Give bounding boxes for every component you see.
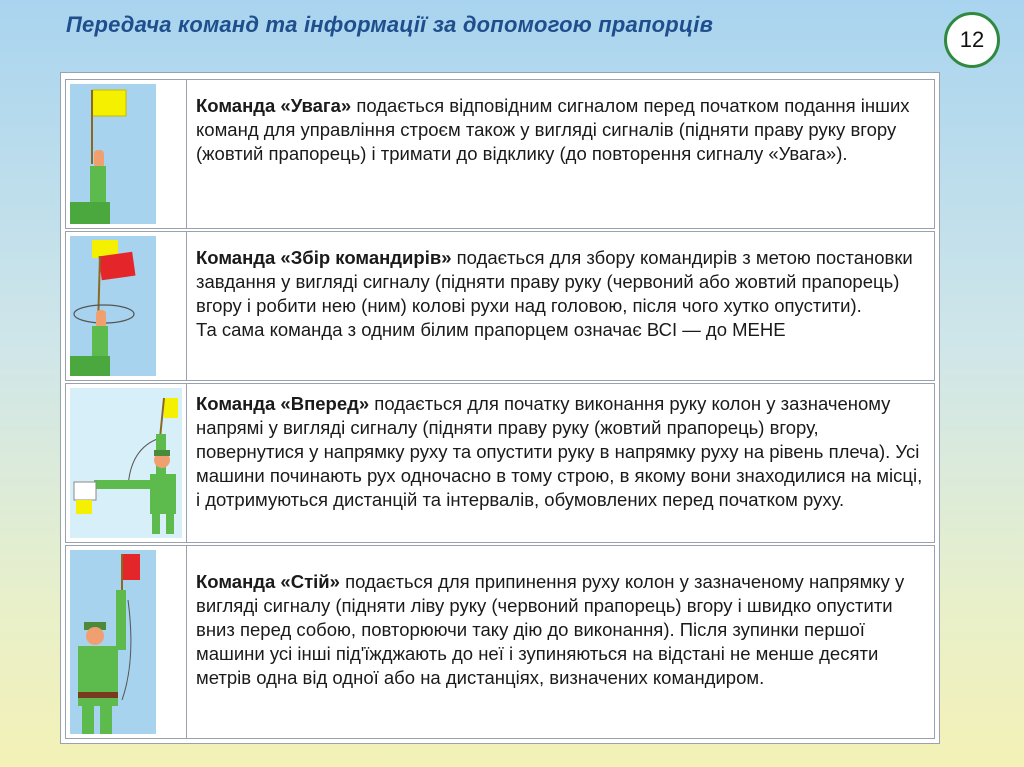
stop-signal-icon [70,550,156,734]
command-text: подається відповідним сигналом перед початком подання інших команд для управління строєм також у вигляді сигналів (підняти праву руку вгору (жовтий прапорець) і тримати до відклику (до повторення сигналу «Увага»). [196,95,910,164]
page-number-badge: 12 [944,12,1000,68]
attention-signal-icon [70,84,156,224]
signal-illustration-commanders [66,232,187,380]
command-name: Команда «Збір командирів» [196,247,452,268]
command-description [196,392,928,512]
table-row [65,231,935,381]
forward-signal-icon [70,388,182,538]
command-text: подається для збору командирів з метою постановки завдання у вигляді сигналу (підняти праву руку (червоний або жовтий прапорець) вгору і робити нею (ним) колові рухи над головою, після чого хутко опустити). [196,247,913,316]
command-extra-note: Та сама команда з одним білим прапорцем означає ВСІ — до МЕНЕ [196,319,786,340]
signal-illustration-forward [66,384,187,542]
signal-illustration-stop [66,546,187,738]
command-text: подається для припинення руху колон у зазначеному напрямку у вигляді сигналу (підняти ліву руку (червоний прапорець) вгору і швидко опустити вниз перед собою, повторюючи таку дію до виконання). Після зупинки першої машини усі інші під'їжджають до неї і зупиняються на відстані не менше десяти метрів одна від одної або на дистанціях, визначених командиром. [196,571,905,688]
table-row [65,79,935,229]
commanders-assembly-signal-icon [70,236,156,376]
commands-table [60,72,940,744]
table-row [65,545,935,739]
command-name: Команда «Увага» [196,95,352,116]
signal-illustration-attention [66,80,187,228]
command-description [196,246,928,342]
command-name: Команда «Вперед» [196,393,370,414]
command-description [196,570,928,690]
command-text: подається для початку виконання руку колон у зазначеному напрямі у вигляді сигналу (підняти праву руку (жовтий прапорець) вгору, повернутися у напрямку руху та опустити руку в напрямку руху на рівень плеча). Усі машини починають рух одночасно в тому строю, в якому вони знаходилися на місці, і дотримуються дистанцій та інтервалів, обумовлених перед початком руху. [196,393,923,510]
slide-title: Передача команд та інформації за допомогою прапорців [66,12,714,37]
table-row [65,383,935,543]
command-name: Команда «Стій» [196,571,340,592]
command-description [196,94,928,166]
